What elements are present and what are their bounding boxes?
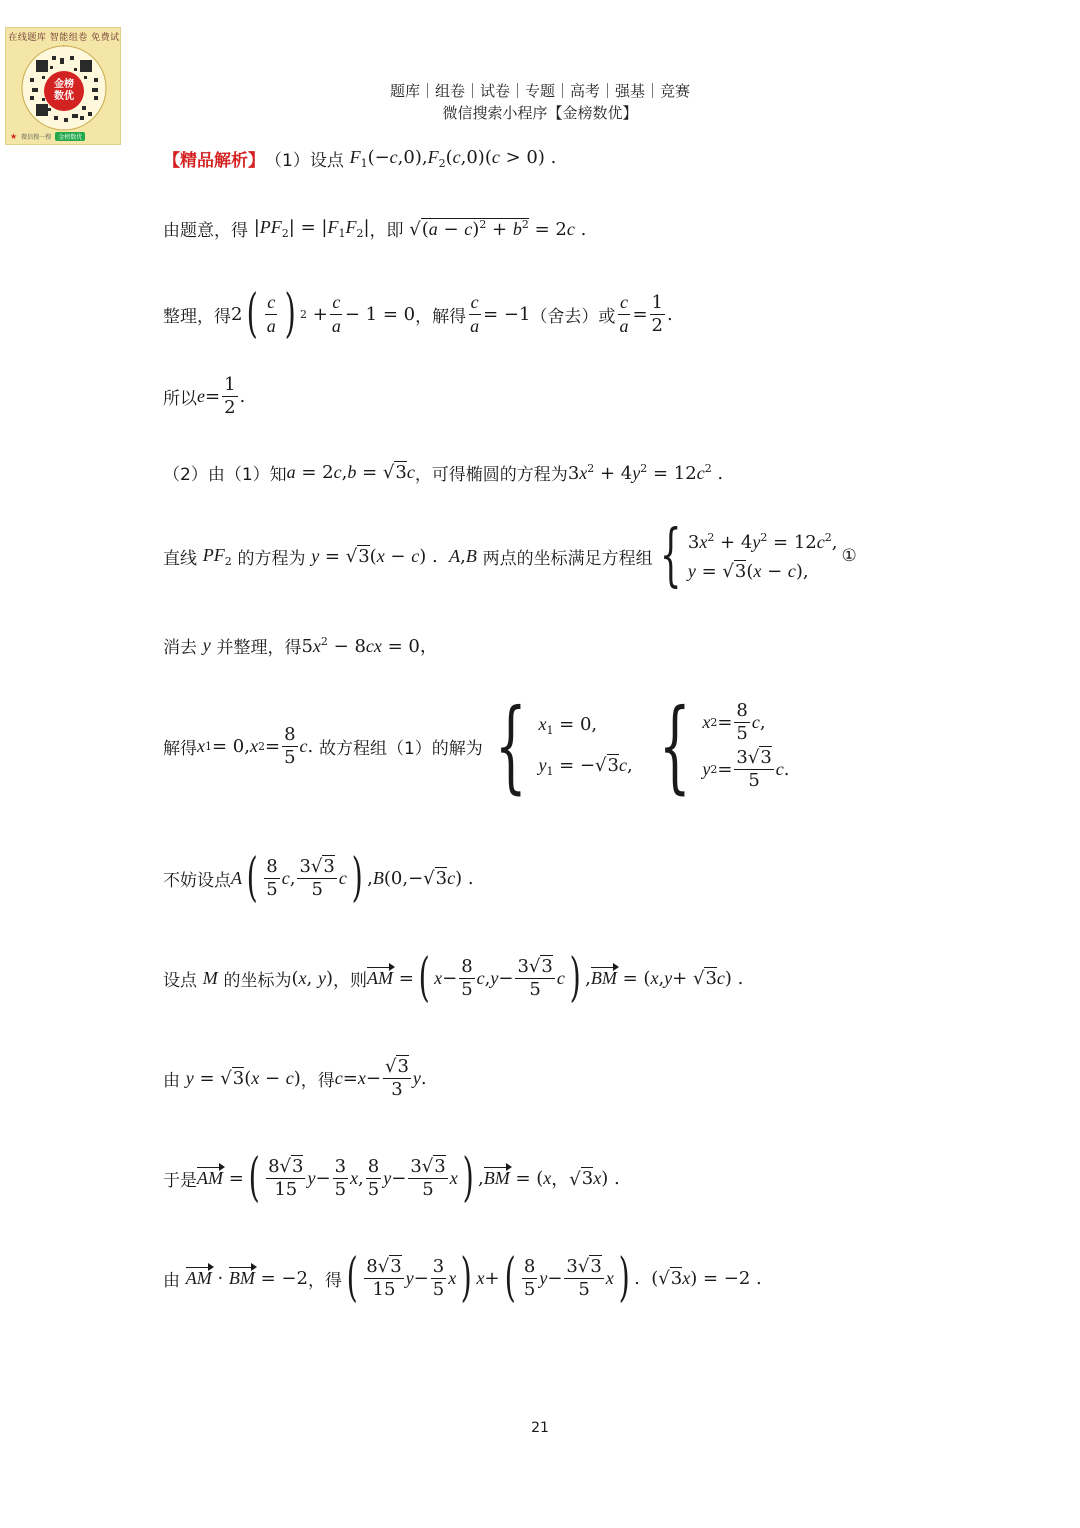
p11-mid: ，得: [300, 1071, 335, 1091]
p6-text: 直线: [163, 548, 197, 569]
p2-mid: ，即: [369, 221, 404, 241]
left-brace: {: [659, 516, 682, 595]
badge-foot-pill: 金榜数优: [55, 132, 85, 141]
p13-math-a: AM · BM = −2: [185, 1267, 308, 1289]
p10-mid: 的坐标为: [223, 970, 292, 991]
p10-mid2: ，则: [332, 970, 367, 991]
solution-line-6: [163, 516, 857, 595]
solution-line-3: [163, 284, 673, 344]
p10-text: 设点: [163, 970, 197, 991]
p12-math: AM = ( $\frac{8√3}{15}$ y − $\frac{3}{5}$ x , $\frac{8}{5}$ y − $\frac{3√3}{5}$ x ) , BM = ( x ，√ 3 x ) .: [197, 1148, 620, 1208]
p7-text: 消去: [163, 637, 197, 658]
p3-math-a: 2 ( $\frac{c}{a}$ ) 2 + $\frac{c}{a}$ − 1 = 0: [231, 284, 416, 344]
solution-line-5: [163, 460, 723, 485]
p8-math-a: x 1 = 0, x 2 = $\frac{8}{5}$ c .: [197, 723, 319, 768]
p6-math-b: y = √3(x − c) . A,B: [311, 545, 477, 567]
p1-math: $F_1(-c,0),F_2(c,0)(c > 0)$ .: [349, 147, 557, 170]
header-miniprogram-line: 微信搜索小程序【金榜数优】: [442, 104, 638, 122]
left-brace: {: [658, 687, 691, 804]
p13-mid: ，得: [307, 1270, 342, 1291]
solution-line-10: [163, 948, 744, 1008]
p9-math: A ( $\frac{8}{5}$ c , $\frac{3√3}{5}$ c ) , B (0,−√ 3 c ) .: [231, 848, 474, 908]
solution-line-9: [163, 848, 474, 908]
p6-mid2: 两点的坐标满足方程组: [482, 548, 653, 569]
p12-text: 于是: [163, 1170, 197, 1191]
solution-line-1: [163, 146, 556, 171]
p10-math-b: (x, y): [291, 967, 333, 989]
p2-text: 由题意，得: [163, 221, 248, 241]
badge-ring-text: 在线题库 智能组卷 免费试: [8, 33, 120, 43]
p7-math-b: $5x^2 - 8cx = 0$，: [301, 635, 438, 657]
solution-line-2: [163, 216, 586, 241]
p8-mid: 故方程组（1）的解为: [318, 738, 483, 759]
solution-line-7: [163, 632, 438, 658]
p11-math-b: c = x − $\frac{√3}{3}$ y .: [334, 1056, 427, 1100]
logo-line2: 数优: [54, 91, 74, 102]
p1-prefix: （1）设点: [265, 151, 344, 171]
p4-text: 所以: [163, 389, 197, 409]
solution-line-13: [163, 1248, 762, 1308]
solution-line-11: [163, 1056, 427, 1101]
left-brace: {: [494, 687, 527, 804]
p2-math-a: $|PF_2| = |F_1F_2|$: [248, 217, 370, 240]
p6-mid: 的方程为: [237, 548, 306, 569]
p10-math-c: AM = ( x − $\frac{8}{5}$ c , y − $\frac{3√3}{5}$ c ) , BM = ( x , y + √ 3 c ) .: [366, 948, 744, 1008]
p3-mid2: （舍去）或: [530, 306, 616, 327]
logo-line1: 金榜: [54, 79, 74, 90]
solution-line-8: [163, 687, 790, 804]
p11-text: 由: [163, 1071, 180, 1091]
p10-math-a: M: [202, 967, 218, 988]
p8-solution-2: x 2 = $\frac{8}{5}$ c , y 2 = $\frac{3√3}{5}$ c .: [702, 700, 790, 791]
p8-text: 解得: [163, 738, 197, 759]
p7-math-a: y: [202, 634, 211, 655]
p9-text: 不妨设点: [163, 870, 231, 891]
p2-math-b: $√(a - c)^2 + b^2 = 2c$ .: [403, 217, 587, 240]
p13-math-b: ( $\frac{8√3}{15}$ y − $\frac{3}{5}$ x ) x + ( $\frac{8}{5}$ y − $\frac{3√3}{5}$ x ) . (√ 3 x ) = −2 .: [346, 1248, 762, 1308]
p7-mid: 并整理，得: [216, 637, 302, 658]
solution-line-12: [163, 1148, 620, 1208]
p5-text: （2）由（1）知: [163, 465, 287, 485]
p5-mid: ，可得椭圆的方程为: [414, 465, 568, 485]
solution-line-4: [163, 374, 245, 419]
page-number: 21: [531, 1420, 549, 1436]
header-nav-line: 题库｜组卷｜试卷｜专题｜高考｜强基｜竞赛: [389, 82, 690, 100]
p11-math-a: y = √3(x − c): [185, 1068, 301, 1089]
badge-foot-text: 微信搜一搜: [21, 133, 52, 141]
p4-math: e = $\frac{1}{2}$ .: [197, 374, 246, 418]
p5-math-a: a = 2c,b = √3c: [286, 462, 415, 483]
p8-solution-1: $x_1 = 0$, $y_1 = -√3c$,: [538, 714, 633, 778]
p3-math-b: $\frac{c}{a}$ = −1: [470, 291, 531, 336]
p13-text: 由: [163, 1270, 180, 1291]
p3-math-c: $\frac{c}{a}$ = $\frac{1}{2}$ .: [619, 291, 673, 336]
star-icon: ★: [10, 131, 18, 141]
p3-mid: ，解得: [415, 306, 467, 327]
p5-math-b: $3x^2 + 4y^2 = 12c^2$ .: [567, 461, 724, 484]
solution-tag: 【精品解析】: [163, 151, 265, 171]
p6-mark: ①: [841, 546, 857, 566]
p6-math-a: $PF_2$: [202, 544, 232, 568]
badge-footer: [10, 131, 118, 141]
p3-text: 整理，得: [163, 306, 231, 327]
p6-system: $3x^2 + 4y^2 = 12c^2$, y = √3(x − c),: [687, 530, 838, 582]
